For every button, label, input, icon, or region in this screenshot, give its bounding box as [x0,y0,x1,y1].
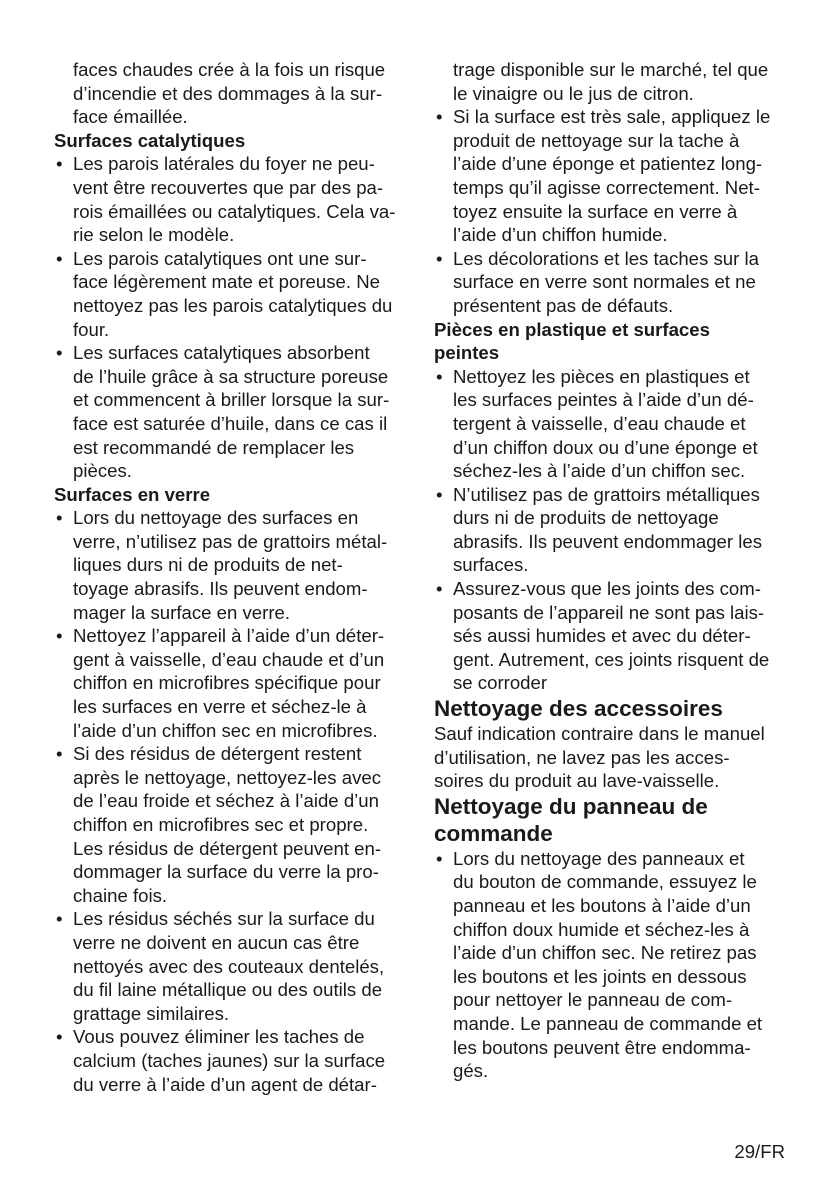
section-heading: Nettoyage du panneau de [434,793,708,819]
text-line: vent être recouvertes que par des pa- [73,176,384,198]
text-line: posants de l’appareil ne sont pas lais- [453,601,765,623]
text-line: Sauf indication contraire dans le manuel [434,723,765,745]
text-line: face émaillée. [73,106,188,128]
text-line: l’aide d’une éponge et patientez long- [453,153,763,175]
page-number: 29/FR [734,1141,785,1162]
text-line: est recommandé de remplacer les [73,436,355,458]
section-heading: Nettoyage des accessoires [434,696,723,722]
text-line: grattage similaires. [73,1002,230,1024]
text-line: d’utilisation, ne lavez pas les acces- [434,746,730,768]
text-line: gés. [453,1060,489,1082]
text-line: de l’eau froide et séchez à l’aide d’un [73,790,379,812]
text-line: mande. Le panneau de commande et [453,1012,763,1034]
bullet-item-line: • Si des résidus de détergent restent [54,742,410,766]
subsection-heading: peintes [434,342,500,364]
text-line: les surfaces peintes à l’aide d’un dé- [453,389,754,411]
text-line: l’aide d’un chiffon humide. [453,224,668,246]
text-line: du bouton de commande, essuyez le [453,871,757,893]
text-line: faces chaudes crée à la fois un risque [73,59,386,80]
bullet-item-line: • Si la surface est très sale, appliquez le [434,105,790,129]
section-heading: commande [434,820,553,846]
text-line: présentent pas de défauts. [453,294,674,316]
text-line: pièces. [73,460,132,482]
bullet-item-line: • Assurez-vous que les joints des com- [434,577,790,601]
text-line: chiffon doux humide et séchez-les à [453,918,750,940]
text-line: les boutons peuvent être endomma- [453,1036,751,1058]
text-line: chaine fois. [73,884,168,906]
bullet-item-line: • Nettoyez les pièces en plastiques et [434,365,790,389]
text-line: abrasifs. Ils peuvent endommager les [453,530,763,552]
text-line: nettoyés avec des couteaux dentelés, [73,955,385,977]
right-text-column [434,58,790,1083]
text-line: Les résidus de détergent peuvent en- [73,837,382,859]
text-line: rie selon le modèle. [73,224,235,246]
text-line: surface en verre sont normales et ne [453,271,756,293]
text-line: toyage abrasifs. Ils peuvent endom- [73,578,368,600]
text-line: liques durs ni de produits de net- [73,554,343,576]
left-text-column [54,58,410,1096]
text-line: séchez-les à l’aide d’un chiffon sec. [453,460,746,482]
text-line: temps qu’il agisse correctement. Net- [453,176,760,198]
bullet-item-line: • Les décolorations et les taches sur la [434,247,790,271]
bullet-item-line: • N’utilisez pas de grattoirs métalliques [434,483,790,507]
bullet-item-line: • Les résidus séchés sur la surface du [54,907,410,931]
text-line: toyez ensuite la surface en verre à [453,200,738,222]
text-line: dommager la surface du verre la pro- [73,861,379,883]
subsection-heading: Pièces en plastique et surfaces [434,318,710,340]
text-line: trage disponible sur le marché, tel que [453,59,769,80]
text-line: gent à vaisselle, d’eau chaude et d’un [73,648,385,670]
text-line: surfaces. [453,554,529,576]
text-line: verre ne doivent en aucun cas être [73,931,360,953]
text-line: calcium (taches jaunes) sur la surface [73,1049,386,1071]
text-line: panneau et les boutons à l’aide d’un [453,895,751,916]
text-line: après le nettoyage, nettoyez-les avec [73,766,382,788]
text-line: face légèrement mate et poreuse. Ne [73,271,380,293]
text-line: face est saturée d’huile, dans ce cas il [73,412,388,434]
text-line: chiffon en microfibres spécifique pour [73,672,381,694]
text-line: d’un chiffon doux ou d’une éponge et [453,436,758,458]
text-line: le vinaigre ou le jus de citron. [453,82,694,104]
text-line: du verre à l’aide d’un agent de détar- [73,1073,377,1095]
text-line: les surfaces en verre et séchez-le à [73,696,367,718]
text-line: l’aide d’un chiffon sec. Ne retirez pas [453,942,757,964]
text-line: tergent à vaisselle, d’eau chaude et [453,412,746,434]
subsection-heading: Surfaces catalytiques [54,129,246,151]
bullet-item-line: • Les surfaces catalytiques absorbent [54,341,410,365]
text-line: durs ni de produits de nettoyage [453,507,719,529]
text-line: four. [73,318,110,340]
text-line: sés aussi humides et avec du déter- [453,625,751,647]
bullet-item-line: • Vous pouvez éliminer les taches de [54,1025,410,1049]
text-line: soires du produit au lave-vaisselle. [434,770,720,792]
text-line: verre, n’utilisez pas de grattoirs métal- [73,530,388,552]
bullet-item-line: • Nettoyez l’appareil à l’aide d’un déter- [54,624,410,648]
text-line: du fil laine métallique ou des outils de [73,979,383,1001]
text-line: et commencent à briller lorsque la sur- [73,389,390,411]
bullet-item-line: • Les parois catalytiques ont une sur- [54,247,410,271]
text-line: gent. Autrement, ces joints risquent de [453,648,770,670]
text-line: rois émaillées ou catalytiques. Cela va- [73,200,396,222]
subsection-heading: Surfaces en verre [54,483,211,505]
text-line: l’aide d’un chiffon sec en microfibres. [73,719,378,741]
text-line: nettoyez pas les parois catalytiques du [73,294,393,316]
text-line: d’incendie et des dommages à la sur- [73,82,383,104]
text-line: mager la surface en verre. [73,601,291,623]
text-line: chiffon en microfibres sec et propre. [73,814,369,835]
text-line: se corroder [453,672,548,694]
text-line: pour nettoyer le panneau de com- [453,989,733,1011]
bullet-item-line: • Lors du nettoyage des panneaux et [434,847,790,871]
bullet-item-line: • Lors du nettoyage des surfaces en [54,506,410,530]
text-line: produit de nettoyage sur la tache à [453,129,740,151]
text-line: de l’huile grâce à sa structure poreuse [73,365,389,387]
text-line: les boutons et les joints en dessous [453,965,747,987]
bullet-item-line: • Les parois latérales du foyer ne peu- [54,152,410,176]
